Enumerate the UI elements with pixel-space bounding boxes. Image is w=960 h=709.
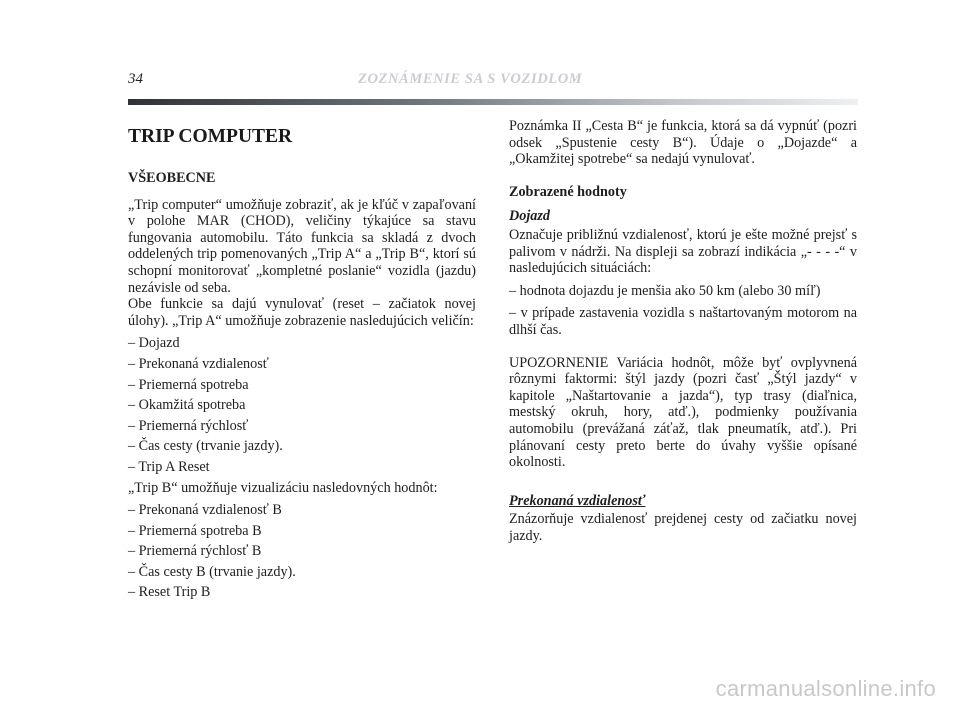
range-condition-2: – v prípade zastavenia vozidla s naštartovaným motorom na dlhší čas. bbox=[509, 305, 857, 338]
left-column bbox=[128, 118, 476, 605]
section-title: TRIP COMPUTER bbox=[128, 126, 293, 147]
header-divider-bar bbox=[128, 99, 858, 105]
reset-paragraph: Obe funkcie sa dajú vynulovať (reset – začiatok novej úlohy). „Trip A“ umožňuje zobrazenie nasledujúcich veličín: bbox=[128, 296, 476, 329]
trip-a-list bbox=[128, 335, 476, 475]
warning-paragraph: UPOZORNENIE Variácia hodnôt, môže byť ovplyvnená rôznymi faktormi: štýl jazdy (pozri časť „Štýl jazdy“ v kapitole „Naštartovanie a jazda“), typ trasy (diaľnica, mestský okruh, hory, atď.), podmienky používania automobilu (prevážaná záťaž, tlak pneumatík, atď.). Pri plánovaní cesty preto berte do úvahy vyššie opísané okolnosti. bbox=[509, 354, 857, 471]
list-item: – Priemerná rýchlosť B bbox=[128, 543, 262, 560]
list-item: – Reset Trip B bbox=[128, 584, 211, 601]
chapter-title: ZOZNÁMENIE SA S VOZIDLOM bbox=[358, 71, 583, 87]
range-heading: Dojazd bbox=[509, 208, 550, 225]
note-paragraph: Poznámka II „Cesta B“ je funkcia, ktorá sa dá vypnúť (pozri odsek „Spustenie cesty B“). Údaje o „Dojazde“ a „Okamžitej spotrebe“ sa nedajú vynulovať. bbox=[509, 118, 857, 168]
list-item: – Priemerná rýchlosť bbox=[128, 417, 249, 434]
range-paragraph: Označuje približnú vzdialenosť, ktorú je ešte možné prejsť s palivom v nádrži. Na displeji sa zobrazí indikácia „- - - -“ v nasledujúcich situáciách: bbox=[509, 226, 857, 277]
list-item: – Priemerná spotreba bbox=[128, 376, 249, 393]
distance-paragraph: Znázorňuje vzdialenosť prejdenej cesty od začiatku novej jazdy. bbox=[509, 511, 857, 544]
list-item: – Priemerná spotreba B bbox=[128, 522, 262, 539]
page-number: 34 bbox=[128, 71, 143, 87]
watermark: carmanualsonline.info bbox=[715, 676, 936, 701]
range-condition-1: – hodnota dojazdu je menšia ako 50 km (alebo 30 míľ) bbox=[509, 282, 821, 299]
intro-paragraph: „Trip computer“ umožňuje zobraziť, ak je kľúč v zapaľovaní v polohe MAR (CHOD), veličiny týkajúce sa stavu fungovania automobilu. Táto funkcia sa skladá z dvoch oddelených trip pomenovaných „Trip A“ a „Trip B“, ktorí sú schopní monitorovať „kompletné poslanie“ vozidla (jazdu) nezávisle od seba. bbox=[128, 196, 476, 296]
list-item: – Dojazd bbox=[128, 335, 180, 352]
list-item: – Čas cesty B (trvanie jazdy). bbox=[128, 563, 296, 580]
subsection-heading: VŠEOBECNE bbox=[128, 170, 216, 186]
list-item: – Čas cesty (trvanie jazdy). bbox=[128, 438, 283, 455]
list-item: – Trip A Reset bbox=[128, 458, 210, 475]
list-item: – Prekonaná vzdialenosť bbox=[128, 355, 269, 372]
displayed-values-heading: Zobrazené hodnoty bbox=[509, 183, 627, 200]
list-item: – Prekonaná vzdialenosť B bbox=[128, 502, 282, 519]
trip-b-paragraph: „Trip B“ umožňuje vizualizáciu nasledovných hodnôt: bbox=[128, 479, 438, 496]
right-column bbox=[509, 118, 857, 544]
list-item: – Okamžitá spotreba bbox=[128, 397, 246, 414]
distance-heading: Prekonaná vzdialenosť bbox=[509, 492, 646, 509]
trip-b-list bbox=[128, 502, 476, 601]
